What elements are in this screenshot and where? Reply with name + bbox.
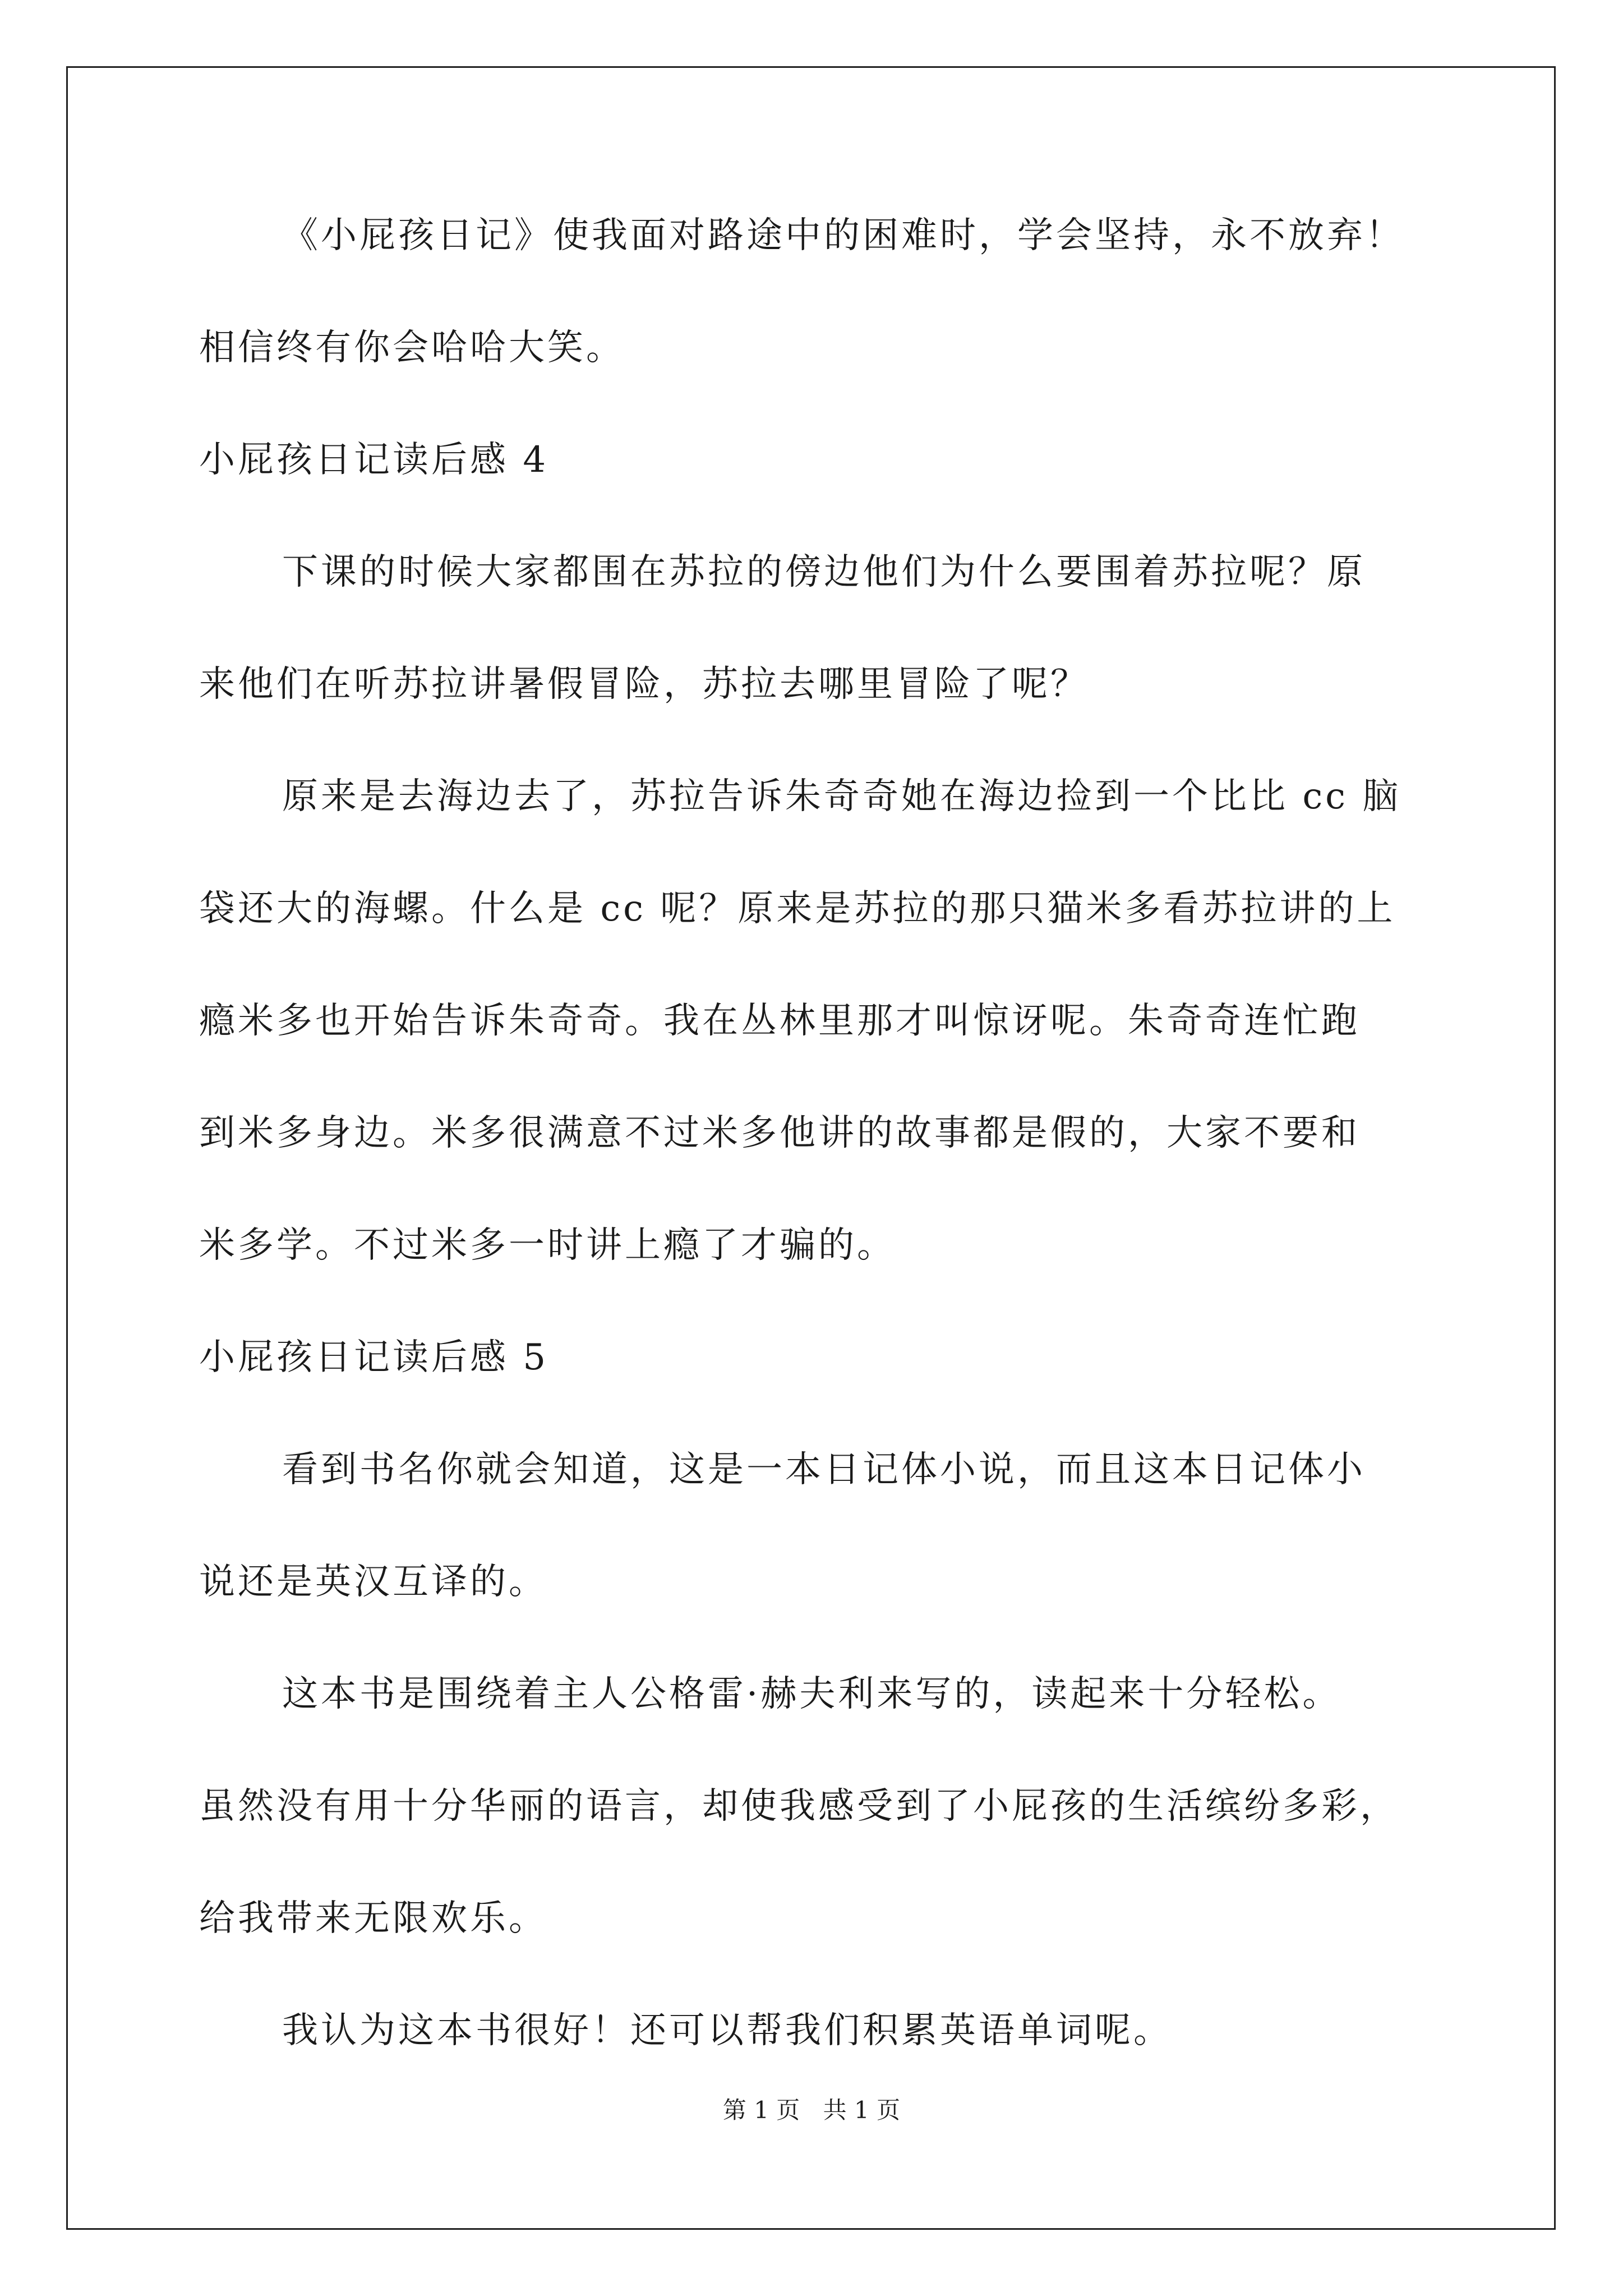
- section-heading: 小屁孩日记读后感 4: [199, 439, 549, 481]
- paragraph-line: 给我带来无限欢乐。: [199, 1898, 547, 1939]
- page-number: 第 1 页: [722, 2096, 800, 2124]
- paragraph-line: 看到书名你就会知道，这是一本日记体小说，而且这本日记体小: [282, 1449, 1366, 1490]
- section-heading: 小屁孩日记读后感 5: [199, 1337, 549, 1378]
- page-footer: [0, 2096, 1623, 2124]
- paragraph-line: 虽然没有用十分华丽的语言，却使我感受到了小屁孩的生活缤纷多彩，: [199, 1786, 1399, 1827]
- page-total: 共 1 页: [823, 2096, 901, 2124]
- paragraph-line: 原来是去海边去了，苏拉告诉朱奇奇她在海边捡到一个比比 cc 脑: [282, 776, 1401, 817]
- paragraph-line: 瘾米多也开始告诉朱奇奇。我在丛林里那才叫惊讶呢。朱奇奇连忙跑: [199, 1000, 1360, 1042]
- paragraph-line: 我认为这本书很好！还可以帮我们积累英语单词呢。: [282, 2010, 1172, 2051]
- paragraph-line: 下课的时候大家都围在苏拉的傍边他们为什么要围着苏拉呢？原: [282, 551, 1366, 593]
- paragraph-line: 来他们在听苏拉讲暑假冒险，苏拉去哪里冒险了呢？: [199, 664, 1089, 705]
- paragraph-line: 米多学。不过米多一时讲上瘾了才骗的。: [199, 1225, 896, 1266]
- paragraph-line: 这本书是围绕着主人公格雷·赫夫利来写的，读起来十分轻松。: [282, 1673, 1341, 1715]
- paragraph-line: 《小屁孩日记》使我面对路途中的困难时，学会坚持，永不放弃！: [282, 215, 1404, 256]
- paragraph-line: 相信终有你会哈哈大笑。: [199, 327, 625, 369]
- paragraph-line: 到米多身边。米多很满意不过米多他讲的故事都是假的，大家不要和: [199, 1112, 1360, 1154]
- paragraph-line: 袋还大的海螺。什么是 cc 呢？原来是苏拉的那只猫米多看苏拉讲的上: [199, 888, 1396, 930]
- paragraph-line: 说还是英汉互译的。: [199, 1561, 547, 1603]
